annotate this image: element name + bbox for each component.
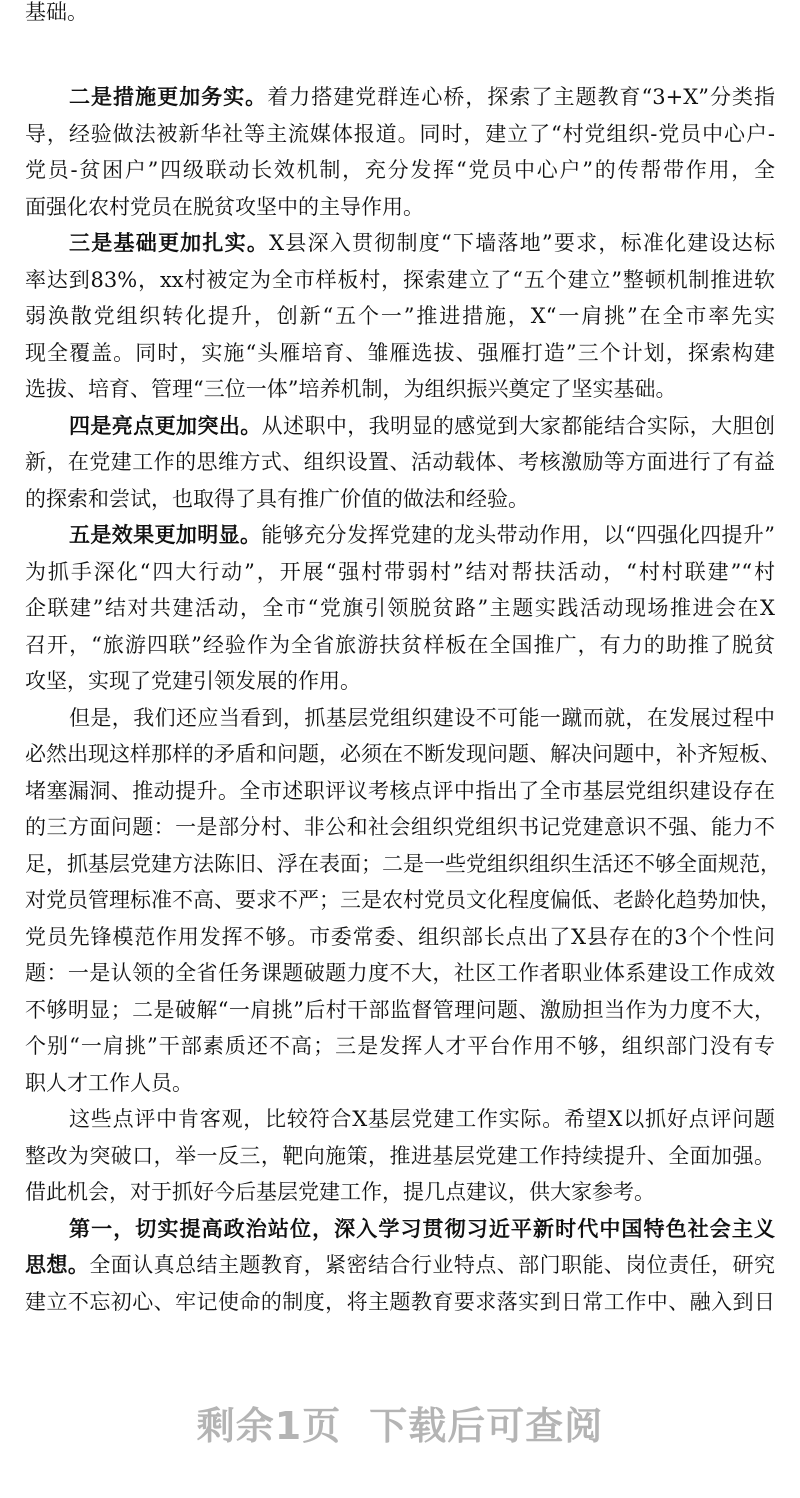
line-text: 企联建”结对共建活动，全市“党旗引领脱贫路”主题实践活动现场推进会在X	[25, 596, 775, 620]
line-text: 整改为突破口，举一反三，靶向施策，推进基层党建工作持续提升、全面加强。	[25, 1143, 775, 1168]
paragraph	[25, 225, 775, 408]
paragraph-line	[25, 335, 775, 372]
line-text: 从述职中，我明显的感觉到大家都能结合实际，大胆创	[261, 413, 775, 438]
paragraph-line	[25, 116, 775, 153]
paragraph-line	[25, 225, 775, 262]
paragraph-heading: 三是基础更加扎实。	[69, 230, 270, 255]
paragraph-line	[25, 773, 775, 810]
line-text: 的探索和尝试，也取得了具有推广价值的做法和经验。	[25, 486, 529, 511]
paragraph-line: 基础。	[25, 0, 88, 24]
line-text: 召开，“旅游四联”经验作为全省旅游扶贫样板在全国推广，有力的助推了脱贫	[25, 632, 775, 657]
paragraph	[25, 1101, 775, 1211]
line-text: 导，经验做法被新华社等主流媒体报道。同时，建立了“村党组织-党员中心户-	[25, 121, 775, 146]
line-text: 党员-贫困户”四级联动长效机制，充分发挥“党员中心户”的传帮带作用，全	[25, 158, 775, 182]
paragraph-line	[25, 554, 775, 591]
line-text: 攻坚，实现了党建引领发展的作用。	[25, 669, 361, 693]
paragraph-line	[25, 663, 775, 700]
paragraph-line	[25, 1101, 775, 1138]
document-body	[25, 79, 781, 1320]
paragraph-line	[25, 1284, 775, 1321]
paragraph-line	[25, 517, 775, 554]
paragraph-line	[25, 1174, 775, 1211]
paragraph-line	[25, 882, 781, 919]
paragraph-line	[25, 298, 775, 335]
paragraph-heading: 五是效果更加明显。	[69, 522, 262, 547]
paragraph-heading: 第一，切实提高政治站位，深入学习贯彻习近平新时代中国特色社会主义	[69, 1215, 775, 1241]
line-text: 面强化农村党员在脱贫攻坚中的主导作用。	[25, 194, 424, 219]
paragraph-line	[25, 371, 775, 408]
line-text: 足，抓基层党建方法陈旧、浮在表面；二是一些党组织组织生活还不够全面规范，	[25, 851, 781, 876]
paragraph	[25, 79, 775, 225]
paragraph-line	[25, 189, 775, 226]
paragraph-line	[25, 955, 775, 992]
paragraph-line	[25, 481, 775, 518]
paragraph	[25, 1211, 775, 1321]
line-text: 职人才工作人员。	[25, 1070, 193, 1095]
paragraph-heading-continued: 思想。	[25, 1252, 90, 1277]
download-to-view-label: 下载后可查阅	[369, 1404, 604, 1448]
line-text: 新，在党建工作的思维方式、组织设置、活动载体、考核激励等方面进行了有益	[25, 450, 775, 474]
paragraph-line	[25, 262, 775, 299]
download-prompt[interactable]	[0, 1395, 800, 1450]
remaining-pages-label: 剩余1页	[196, 1404, 342, 1448]
line-text: 为抓手深化“四大行动”，开展“强村带弱村”结对帮扶活动，“村村联建”“村	[25, 559, 775, 584]
line-text: 题：一是认领的全省任务课题破题力度不大，社区工作者职业体系建设工作成效	[25, 961, 775, 985]
line-text: 党员先锋模范作用发挥不够。市委常委、组织部长点出了X县存在的3个个性问	[25, 924, 775, 949]
line-text: 率达到83%，xx村被定为全市样板村，探索建立了“五个建立”整顿机制推进软	[25, 267, 775, 292]
paragraph-line	[25, 1211, 775, 1248]
line-text: 能够充分发挥党建的龙头带动作用，以“四强化四提升”	[261, 523, 775, 547]
paragraph-line	[25, 1028, 775, 1065]
paragraph-heading: 二是措施更加务实。	[69, 84, 268, 109]
line-text: 着力搭建党群连心桥，探索了主题教育“3+X”分类指	[267, 85, 775, 109]
line-text: 但是，我们还应当看到，抓基层党组织建设不可能一蹴而就，在发展过程中	[69, 705, 775, 730]
paragraph-line	[25, 1247, 775, 1284]
paragraph-line	[25, 444, 775, 481]
line-text: 选拔、培育、管理“三位一体”培养机制，为组织振兴奠定了坚实基础。	[25, 377, 677, 401]
paragraph-line	[25, 919, 775, 956]
line-text: 个别“一肩挑”干部素质还不高；三是发挥人才平台作用不够，组织部门没有专	[25, 1034, 775, 1058]
line-text: 堵塞漏洞、推动提升。全市述职评议考核点评中指出了全市基层党组织建设存在	[25, 778, 775, 803]
paragraph	[25, 408, 775, 518]
paragraph-line	[25, 590, 775, 627]
line-text: 现全覆盖。同时，实施“头雁培育、雏雁选拔、强雁打造”三个计划，探索构建	[25, 340, 775, 365]
paragraph-line	[25, 1138, 775, 1175]
line-text: 借此机会，对于抓好今后基层党建工作，提几点建议，供大家参考。	[25, 1180, 655, 1204]
line-text: X县深入贯彻制度“下墙落地”要求，标准化建设达标	[269, 231, 776, 255]
line-text: 不够明显；二是破解“一肩挑”后村干部监督管理问题、激励担当作为力度不大，	[25, 997, 775, 1022]
previous-page-tail	[25, 0, 775, 31]
paragraph-heading: 四是亮点更加突出。	[69, 412, 262, 438]
line-text: 的三方面问题：一是部分村、非公和社会组织党组织书记党建意识不强、能力不	[25, 815, 775, 839]
line-text: 必然出现这样那样的矛盾和问题，必须在不断发现问题、解决问题中，补齐短板、	[25, 742, 781, 766]
paragraph-line	[25, 79, 775, 116]
line-text: 全面认真总结主题教育，紧密结合行业特点、部门职能、岗位责任，研究	[89, 1253, 776, 1277]
line-text: 建立不忘初心、牢记使命的制度，将主题教育要求落实到日常工作中、融入到日	[25, 1289, 775, 1314]
paragraph-line	[25, 736, 781, 773]
paragraph-line	[25, 408, 775, 445]
paragraph-line	[25, 809, 775, 846]
line-text: 对党员管理标准不高、要求不严；三是农村党员文化程度偏低、老龄化趋势加快，	[25, 888, 781, 912]
paragraph	[25, 700, 781, 1102]
paragraph-line	[25, 700, 775, 737]
paragraph-line	[25, 1065, 775, 1102]
paragraph	[25, 517, 775, 700]
paragraph-line	[25, 152, 775, 189]
paragraph-line	[25, 627, 775, 664]
line-text: 弱涣散党组织转化提升，创新“五个一”推进措施，X“一肩挑”在全市率先实	[25, 304, 775, 328]
paragraph-line	[25, 992, 775, 1029]
paragraph-line	[25, 846, 781, 883]
line-text: 这些点评中肯客观，比较符合X基层党建工作实际。希望X以抓好点评问题	[69, 1107, 775, 1131]
